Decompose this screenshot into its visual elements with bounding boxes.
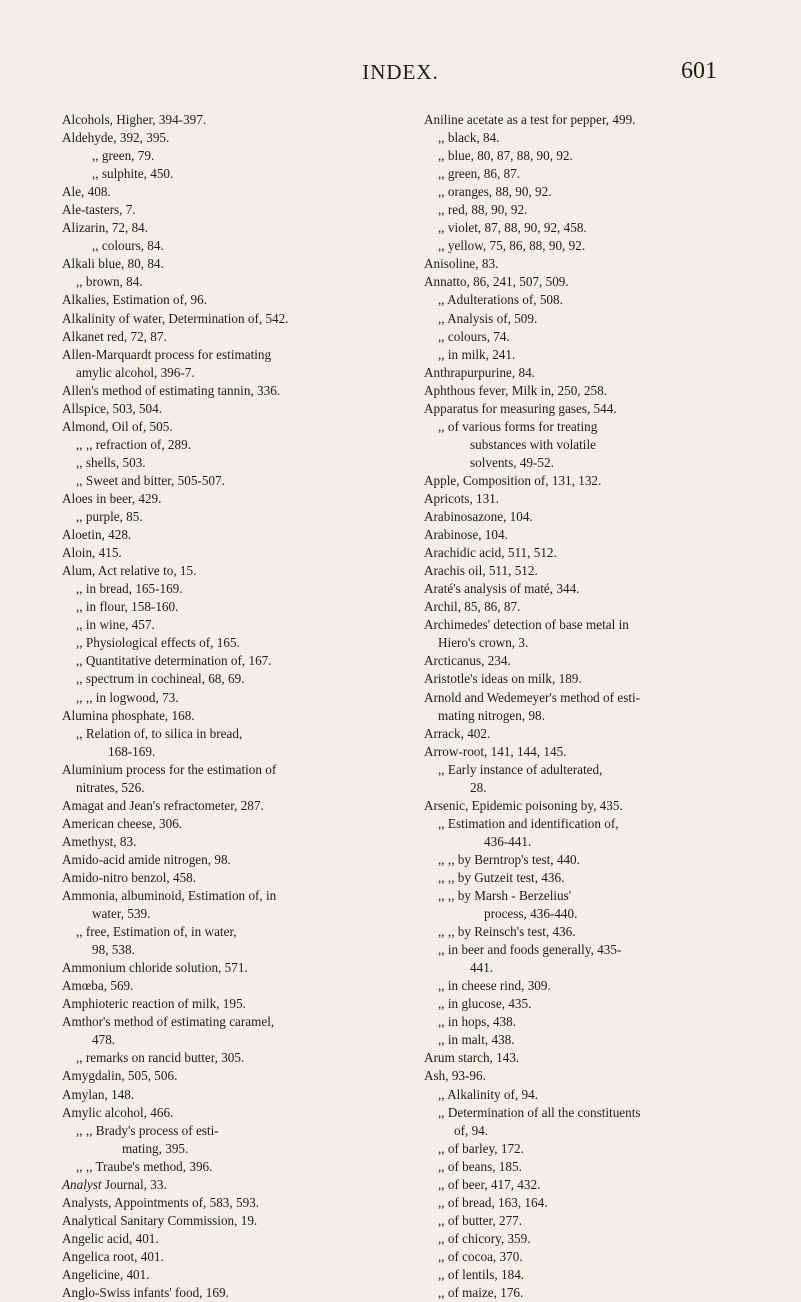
index-entry: ,, in beer and foods generally, 435- <box>438 942 622 958</box>
index-entry: ,, Relation of, to silica in bread, <box>76 725 243 741</box>
index-entry: ,, red, 88, 90, 92. <box>438 202 528 218</box>
index-entry: Amylan, 148. <box>62 1086 135 1102</box>
index-entry: Arabinosazone, 104. <box>424 509 533 525</box>
index-entry: ,, of barley, 172. <box>438 1140 524 1156</box>
index-entry: ,, of various forms for treating <box>438 418 598 434</box>
index-entry: process, 436-440. <box>484 906 578 922</box>
index-entry: ,, ,, by Berntrop's test, 440. <box>438 851 580 867</box>
index-entry: ,, ,, Brady's process of esti- <box>76 1122 219 1138</box>
index-entry: Hiero's crown, 3. <box>438 635 529 651</box>
index-entry: ,, in milk, 241. <box>438 346 516 362</box>
index-entry: Amphioteric reaction of milk, 195. <box>62 996 246 1012</box>
index-entry: Amido-acid amide nitrogen, 98. <box>62 851 231 867</box>
index-entry: Allen-Marquardt process for estimating <box>62 346 272 362</box>
index-entry: Aloetin, 428. <box>62 527 132 543</box>
index-entry: Almond, Oil of, 505. <box>62 418 173 434</box>
index-entry: ,, oranges, 88, 90, 92. <box>438 184 552 200</box>
index-entry: Analytical Sanitary Commission, 19. <box>62 1212 258 1228</box>
index-entry: Arsenic, Epidemic poisoning by, 435. <box>424 797 623 813</box>
index-entry: Archimedes' detection of base metal in <box>424 617 629 633</box>
index-entry: Ammonium chloride solution, 571. <box>62 960 248 976</box>
index-entry: Ash, 93-96. <box>424 1068 486 1084</box>
index-entry: Aloin, 415. <box>62 545 122 561</box>
index-entry: 168-169. <box>108 743 156 759</box>
index-entry: 98, 538. <box>92 942 135 958</box>
index-entry: ,, purple, 85. <box>76 509 143 525</box>
index-entry: ,, of chicory, 359. <box>438 1230 531 1246</box>
index-entry: ,, spectrum in cochineal, 68, 69. <box>76 671 245 687</box>
index-entry: mating, 395. <box>122 1140 189 1156</box>
index-entry: Alizarin, 72, 84. <box>62 220 149 236</box>
index-entry: ,, in cheese rind, 309. <box>438 978 551 994</box>
index-entry: water, 539. <box>92 906 151 922</box>
index-entry: Apple, Composition of, 131, 132. <box>424 472 602 488</box>
index-entry: ,, in malt, 438. <box>438 1032 515 1048</box>
index-entry: ,, in flour, 158-160. <box>76 599 179 615</box>
index-entry: Arrow-root, 141, 144, 145. <box>424 743 567 759</box>
index-entry: ,, of beer, 417, 432. <box>438 1176 541 1192</box>
index-entry: ,, sulphite, 450. <box>92 166 174 182</box>
index-entry: Aluminium process for the estimation of <box>62 761 277 777</box>
index-entry: ,, Early instance of adulterated, <box>438 761 603 777</box>
index-entry: Alum, Act relative to, 15. <box>62 563 197 579</box>
index-entry: Araté's analysis of maté, 344. <box>424 581 580 597</box>
index-entry: Aniline acetate as a test for pepper, 499. <box>424 112 636 127</box>
index-entry: Analysts, Appointments of, 583, 593. <box>62 1194 260 1210</box>
index-entry: ,, Analysis of, 509. <box>438 310 538 326</box>
index-entry: amylic alcohol, 396-7. <box>76 364 195 380</box>
index-entry: Alcohols, Higher, 394-397. <box>62 112 207 127</box>
index-entry: Aphthous fever, Milk in, 250, 258. <box>424 382 607 398</box>
index-entry: Alkali blue, 80, 84. <box>62 256 164 272</box>
index-entry: Amylic alcohol, 466. <box>62 1104 174 1120</box>
index-entry: Alkalinity of water, Determination of, 542. <box>62 310 289 326</box>
page-title: INDEX. <box>362 60 439 84</box>
index-entry: Arachis oil, 511, 512. <box>424 563 538 579</box>
index-entry: American cheese, 306. <box>62 815 183 831</box>
index-entry: Amethyst, 83. <box>62 833 137 849</box>
index-entry: Allspice, 503, 504. <box>62 400 162 416</box>
index-entry: Angelicine, 401. <box>62 1267 150 1282</box>
index-entry: ,, Quantitative determination of, 167. <box>76 653 272 669</box>
index-entry: ,, ,, Traube's method, 396. <box>76 1158 213 1174</box>
index-entry: ,, ,, refraction of, 289. <box>76 436 191 452</box>
index-entry: Aldehyde, 392, 395. <box>62 130 170 146</box>
index-entry: ,, of butter, 277. <box>438 1212 523 1228</box>
index-entry: Anisoline, 83. <box>424 256 499 272</box>
index-entry: Archil, 85, 86, 87. <box>424 599 521 615</box>
index-entry: ,, brown, 84. <box>76 274 143 290</box>
index-entry: ,, colours, 74. <box>438 328 510 344</box>
index-entry: Analyst Journal, 33. <box>62 1176 167 1192</box>
index-entry: ,, ,, by Gutzeit test, 436. <box>438 869 565 885</box>
index-entry: ,, in wine, 457. <box>76 617 155 633</box>
index-entry: ,, blue, 80, 87, 88, 90, 92. <box>438 148 573 164</box>
index-entry: Ammonia, albuminoid, Estimation of, in <box>62 888 277 904</box>
index-entry: Arum starch, 143. <box>424 1050 520 1066</box>
index-entry: Alkanet red, 72, 87. <box>62 328 167 344</box>
index-entry: Anglo-Swiss infants' food, 169. <box>62 1285 229 1301</box>
index-entry: 441. <box>470 960 494 976</box>
index-entry: ,, Sweet and bitter, 505-507. <box>76 472 225 488</box>
index-entry: 436-441. <box>484 833 532 849</box>
index-entry: ,, colours, 84. <box>92 238 164 254</box>
index-entry: nitrates, 526. <box>76 779 145 795</box>
index-entry: ,, of maize, 176. <box>438 1285 524 1301</box>
index-entry: Arrack, 402. <box>424 725 491 741</box>
index-column-left <box>62 111 392 1302</box>
index-entry: Allen's method of estimating tannin, 336. <box>62 382 281 398</box>
index-entry: Apparatus for measuring gases, 544. <box>424 400 617 416</box>
index-entry: ,, Adulterations of, 508. <box>438 292 563 308</box>
index-entry: Arcticanus, 234. <box>424 653 511 669</box>
index-entry: Annatto, 86, 241, 507, 509. <box>424 274 569 290</box>
index-entry: ,, ,, in logwood, 73. <box>76 689 179 705</box>
index-entry: ,, shells, 503. <box>76 454 146 470</box>
index-entry: Angelica root, 401. <box>62 1248 164 1264</box>
index-entry: Aloes in beer, 429. <box>62 490 162 506</box>
index-entry: ,, yellow, 75, 86, 88, 90, 92. <box>438 238 586 254</box>
index-entry: ,, violet, 87, 88, 90, 92, 458. <box>438 220 587 236</box>
index-entry: Anthrapurpurine, 84. <box>424 364 535 380</box>
index-column-right <box>424 111 746 1302</box>
index-entry: Ale, 408. <box>62 184 111 200</box>
index-entry: Amido-nitro benzol, 458. <box>62 869 197 885</box>
index-entry: Aristotle's ideas on milk, 189. <box>424 671 582 687</box>
index-entry: Alumina phosphate, 168. <box>62 707 195 723</box>
index-entry: Arachidic acid, 511, 512. <box>424 545 557 561</box>
index-entry: Amœba, 569. <box>62 978 134 994</box>
index-entry: ,, Determination of all the constituents <box>438 1104 641 1120</box>
index-entry: Amygdalin, 505, 506. <box>62 1068 178 1084</box>
page-header <box>0 60 801 90</box>
index-entry: ,, in bread, 165-169. <box>76 581 183 597</box>
index-entry: ,, of cocoa, 370. <box>438 1248 523 1264</box>
index-entry: Arnold and Wedemeyer's method of esti- <box>424 689 641 705</box>
index-entry: substances with volatile <box>470 436 596 452</box>
index-entry: ,, free, Estimation of, in water, <box>76 924 237 940</box>
page-number: 601 <box>681 58 717 84</box>
index-entry: Ale-tasters, 7. <box>62 202 136 218</box>
index-entry: ,, Estimation and identification of, <box>438 815 619 831</box>
index-entry: ,, in glucose, 435. <box>438 996 532 1012</box>
index-entry: ,, ,, by Reinsch's test, 436. <box>438 924 576 940</box>
index-entry: ,, Physiological effects of, 165. <box>76 635 240 651</box>
index-entry: ,, of bread, 163, 164. <box>438 1194 548 1210</box>
index-entry: 28. <box>470 779 487 795</box>
index-entry: Angelic acid, 401. <box>62 1230 159 1246</box>
index-entry: Arabinose, 104. <box>424 527 508 543</box>
index-entry: 478. <box>92 1032 116 1048</box>
index-entry: of, 94. <box>454 1122 489 1138</box>
index-entry: ,, green, 79. <box>92 148 155 164</box>
index-entry: solvents, 49-52. <box>470 454 554 470</box>
index-entry: ,, ,, by Marsh - Berzelius' <box>438 888 572 904</box>
index-entry: ,, of lentils, 184. <box>438 1267 525 1282</box>
index-entry: Amagat and Jean's refractometer, 287. <box>62 797 264 813</box>
index-entry: mating nitrogen, 98. <box>438 707 545 723</box>
index-entry: ,, of beans, 185. <box>438 1158 522 1174</box>
index-entry: Amthor's method of estimating caramel, <box>62 1014 275 1030</box>
index-entry: ,, black, 84. <box>438 130 500 146</box>
index-entry: Apricots, 131. <box>424 490 500 506</box>
index-entry: ,, Alkalinity of, 94. <box>438 1086 539 1102</box>
index-entry: ,, in hops, 438. <box>438 1014 517 1030</box>
index-entry: ,, green, 86, 87. <box>438 166 521 182</box>
index-entry: Alkalies, Estimation of, 96. <box>62 292 208 308</box>
index-entry: ,, remarks on rancid butter, 305. <box>76 1050 245 1066</box>
